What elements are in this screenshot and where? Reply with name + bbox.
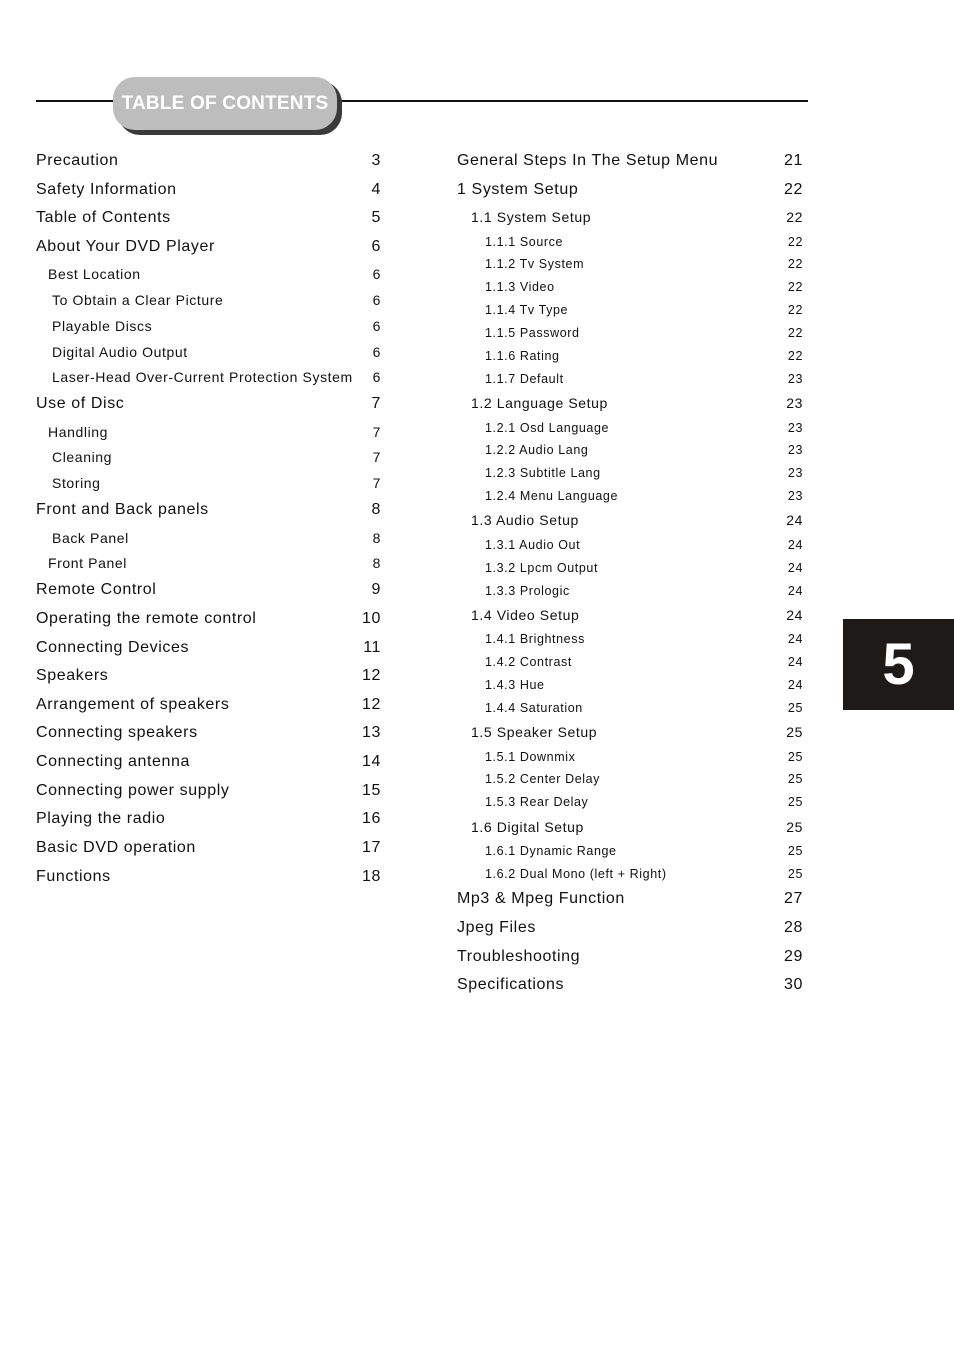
toc-entry-label: Connecting antenna <box>36 753 191 770</box>
toc-entry-page: 24 <box>787 655 803 669</box>
header-rule-right <box>336 100 808 102</box>
toc-entry-label: Specifications <box>457 976 565 993</box>
toc-entry <box>52 530 381 546</box>
toc-entry-label: Connecting Devices <box>36 639 190 656</box>
toc-entry <box>457 152 803 170</box>
toc-entry-label: 1.5.1 Downmix <box>485 750 576 764</box>
toc-entry-label: Precaution <box>36 152 119 169</box>
toc-entry-label: 1.1 System Setup <box>471 209 592 225</box>
toc-entry-page: 22 <box>787 349 803 363</box>
toc-entry-page: 6 <box>371 238 381 255</box>
toc-entry-label: 1.4 Video Setup <box>471 607 580 623</box>
toc-entry-page: 22 <box>787 303 803 317</box>
toc-entry-page: 25 <box>787 772 803 786</box>
toc-entry <box>457 976 803 994</box>
toc-entry-label: 1.2.2 Audio Lang <box>485 443 589 457</box>
toc-entry-page: 30 <box>784 976 803 993</box>
toc-entry-page: 22 <box>787 280 803 294</box>
toc-entry-label: 1.5.2 Center Delay <box>485 772 601 786</box>
toc-entry-page: 12 <box>362 696 381 713</box>
toc-entry-page: 7 <box>372 424 381 440</box>
toc-entry-label: Mp3 & Mpeg Function <box>457 890 625 907</box>
toc-entry <box>52 369 381 385</box>
toc-entry <box>457 890 803 908</box>
toc-entry <box>485 701 803 715</box>
toc-entry <box>36 395 381 413</box>
toc-entry <box>485 538 803 552</box>
toc-entry-label: 1.5 Speaker Setup <box>471 724 598 740</box>
toc-entry-label: 1.2 Language Setup <box>471 395 608 411</box>
toc-entry <box>457 948 803 966</box>
toc-entry-page: 7 <box>371 395 381 412</box>
toc-entry-page: 25 <box>787 867 803 881</box>
toc-entry-page: 6 <box>372 292 381 308</box>
toc-entry-page: 6 <box>372 344 381 360</box>
toc-entry-label: 1.1.2 Tv System <box>485 257 585 271</box>
toc-entry-label: 1.2.4 Menu Language <box>485 489 619 503</box>
toc-entry-page: 7 <box>372 475 381 491</box>
toc-entry-label: 1.1.4 Tv Type <box>485 303 569 317</box>
toc-entry-label: 1.1.3 Video <box>485 280 555 294</box>
toc-entry <box>485 561 803 575</box>
toc-entry <box>36 839 381 857</box>
toc-entry <box>485 443 803 457</box>
toc-entry <box>471 819 803 835</box>
toc-entry-label: 1.6.1 Dynamic Range <box>485 844 617 858</box>
toc-entry-label: Connecting power supply <box>36 782 230 799</box>
toc-entry-page: 29 <box>784 948 803 965</box>
toc-entry-label: Use of Disc <box>36 395 125 412</box>
toc-entry <box>485 349 803 363</box>
toc-entry-page: 8 <box>372 530 381 546</box>
toc-entry-label: About Your DVD Player <box>36 238 215 255</box>
toc-entry <box>485 772 803 786</box>
toc-entry-label: Best Location <box>48 266 141 282</box>
toc-entry <box>471 395 803 411</box>
toc-entry-label: Jpeg Files <box>457 919 536 936</box>
toc-entry-page: 6 <box>372 318 381 334</box>
toc-entry <box>52 318 381 334</box>
toc-entry <box>485 584 803 598</box>
toc-entry-page: 18 <box>362 868 381 885</box>
toc-entry-page: 5 <box>371 209 381 226</box>
toc-entry-page: 22 <box>787 326 803 340</box>
toc-entry-page: 25 <box>786 724 803 740</box>
toc-entry <box>485 466 803 480</box>
toc-entry <box>36 782 381 800</box>
toc-entry <box>485 795 803 809</box>
toc-entry-page: 24 <box>787 584 803 598</box>
toc-entry-label: Connecting speakers <box>36 724 198 741</box>
toc-entry <box>36 667 381 685</box>
toc-entry-label: Arrangement of speakers <box>36 696 230 713</box>
toc-entry <box>36 238 381 256</box>
toc-entry-page: 23 <box>787 489 803 503</box>
toc-entry-page: 23 <box>787 421 803 435</box>
toc-entry <box>36 610 381 628</box>
toc-entry <box>36 181 381 199</box>
toc-entry-page: 25 <box>787 701 803 715</box>
toc-entry-page: 15 <box>362 782 381 799</box>
toc-entry <box>485 655 803 669</box>
toc-entry <box>36 724 381 742</box>
toc-entry-label: 1 System Setup <box>457 181 579 198</box>
toc-entry-label: Basic DVD operation <box>36 839 196 856</box>
toc-entry-label: 1.3 Audio Setup <box>471 512 579 528</box>
toc-entry-page: 21 <box>784 152 803 169</box>
toc-entry-label: 1.3.1 Audio Out <box>485 538 581 552</box>
toc-entry-page: 3 <box>371 152 381 169</box>
toc-entry <box>457 919 803 937</box>
toc-entry-page: 24 <box>787 678 803 692</box>
toc-entry <box>485 257 803 271</box>
toc-entry-page: 10 <box>362 610 381 627</box>
toc-entry-page: 4 <box>371 181 381 198</box>
toc-entry-page: 25 <box>786 819 803 835</box>
toc-entry-label: 1.6.2 Dual Mono (left + Right) <box>485 867 667 881</box>
toc-entry <box>485 678 803 692</box>
toc-entry-label: 1.5.3 Rear Delay <box>485 795 589 809</box>
toc-entry-page: 24 <box>786 512 803 528</box>
toc-entry <box>485 750 803 764</box>
toc-entry-label: Troubleshooting <box>457 948 581 965</box>
toc-entry-label: 1.1.5 Password <box>485 326 580 340</box>
toc-entry <box>485 421 803 435</box>
toc-entry <box>52 475 381 491</box>
toc-entry <box>48 555 381 571</box>
toc-entry <box>485 867 803 881</box>
toc-entry <box>471 512 803 528</box>
toc-entry-label: Table of Contents <box>36 209 171 226</box>
toc-entry-label: Handling <box>48 424 109 440</box>
toc-entry-label: 1.6 Digital Setup <box>471 819 584 835</box>
toc-entry-label: 1.2.1 Osd Language <box>485 421 610 435</box>
toc-entry-page: 22 <box>784 181 803 198</box>
toc-entry-label: 1.4.3 Hue <box>485 678 545 692</box>
toc-entry-label: Back Panel <box>52 530 129 546</box>
toc-entry-page: 25 <box>787 795 803 809</box>
toc-entry <box>36 209 381 227</box>
toc-entry <box>52 449 381 465</box>
toc-entry-label: Cleaning <box>52 449 113 465</box>
toc-entry-label: 1.1.6 Rating <box>485 349 560 363</box>
toc-entry-label: 1.2.3 Subtitle Lang <box>485 466 601 480</box>
toc-entry-page: 11 <box>363 639 381 656</box>
toc-entry <box>36 581 381 599</box>
toc-entry-page: 6 <box>372 369 381 385</box>
toc-entry <box>457 181 803 199</box>
toc-entry-label: Speakers <box>36 667 109 684</box>
toc-entry-page: 14 <box>362 753 381 770</box>
toc-entry-page: 24 <box>787 561 803 575</box>
toc-entry-page: 8 <box>372 555 381 571</box>
toc-entry-page: 23 <box>787 372 803 386</box>
toc-entry <box>36 152 381 170</box>
toc-entry-page: 23 <box>787 466 803 480</box>
toc-entry-page: 28 <box>784 919 803 936</box>
toc-entry <box>485 632 803 646</box>
page-title: TABLE OF CONTENTS <box>113 77 337 130</box>
toc-entry-page: 7 <box>372 449 381 465</box>
toc-entry-page: 23 <box>787 443 803 457</box>
toc-entry-label: General Steps In The Setup Menu <box>457 152 719 169</box>
toc-entry-page: 17 <box>362 839 381 856</box>
toc-entry-page: 27 <box>784 890 803 907</box>
toc-entry-label: 1.1.1 Source <box>485 235 564 249</box>
toc-entry-label: Front Panel <box>48 555 127 571</box>
toc-entry-page: 24 <box>787 538 803 552</box>
toc-entry <box>36 501 381 519</box>
toc-entry-page: 9 <box>371 581 381 598</box>
toc-entry-page: 24 <box>787 632 803 646</box>
toc-entry <box>485 372 803 386</box>
toc-entry-page: 22 <box>787 257 803 271</box>
toc-entry-page: 13 <box>362 724 381 741</box>
toc-entry-label: Functions <box>36 868 111 885</box>
toc-entry <box>485 303 803 317</box>
toc-entry-label: 1.4.2 Contrast <box>485 655 572 669</box>
toc-entry <box>485 326 803 340</box>
toc-entry-label: To Obtain a Clear Picture <box>52 292 224 308</box>
toc-entry <box>36 639 381 657</box>
toc-entry-label: Remote Control <box>36 581 157 598</box>
toc-entry <box>48 424 381 440</box>
toc-entry <box>485 844 803 858</box>
toc-entry-label: Front and Back panels <box>36 501 209 518</box>
toc-entry <box>36 696 381 714</box>
toc-entry-page: 24 <box>786 607 803 623</box>
toc-entry-label: 1.4.4 Saturation <box>485 701 583 715</box>
toc-entry <box>36 810 381 828</box>
toc-entry-page: 12 <box>362 667 381 684</box>
toc-entry-label: Safety Information <box>36 181 177 198</box>
toc-entry <box>52 292 381 308</box>
toc-entry-label: 1.3.3 Prologic <box>485 584 570 598</box>
toc-entry-label: Laser-Head Over-Current Protection System <box>52 369 353 385</box>
toc-entry-label: Playable Discs <box>52 318 153 334</box>
toc-entry <box>48 266 381 282</box>
toc-entry-label: Operating the remote control <box>36 610 257 627</box>
toc-entry <box>471 724 803 740</box>
toc-entry-label: Storing <box>52 475 101 491</box>
toc-entry-label: 1.3.2 Lpcm Output <box>485 561 599 575</box>
toc-entry <box>471 607 803 623</box>
toc-entry-page: 25 <box>787 844 803 858</box>
toc-entry-label: Playing the radio <box>36 810 166 827</box>
toc-entry <box>471 209 803 225</box>
header-rule-left <box>36 100 118 102</box>
toc-entry <box>485 235 803 249</box>
toc-entry-page: 25 <box>787 750 803 764</box>
toc-entry <box>36 868 381 886</box>
toc-entry-label: Digital Audio Output <box>52 344 188 360</box>
toc-entry-label: 1.1.7 Default <box>485 372 564 386</box>
toc-entry-page: 22 <box>786 209 803 225</box>
page-number-tab: 5 <box>843 619 954 710</box>
toc-entry <box>52 344 381 360</box>
toc-entry-label: 1.4.1 Brightness <box>485 632 585 646</box>
toc-entry <box>485 489 803 503</box>
toc-entry <box>36 753 381 771</box>
toc-entry-page: 8 <box>371 501 381 518</box>
toc-entry-page: 16 <box>362 810 381 827</box>
toc-entry-page: 22 <box>787 235 803 249</box>
toc-entry-page: 23 <box>786 395 803 411</box>
toc-entry <box>485 280 803 294</box>
toc-entry-page: 6 <box>372 266 381 282</box>
